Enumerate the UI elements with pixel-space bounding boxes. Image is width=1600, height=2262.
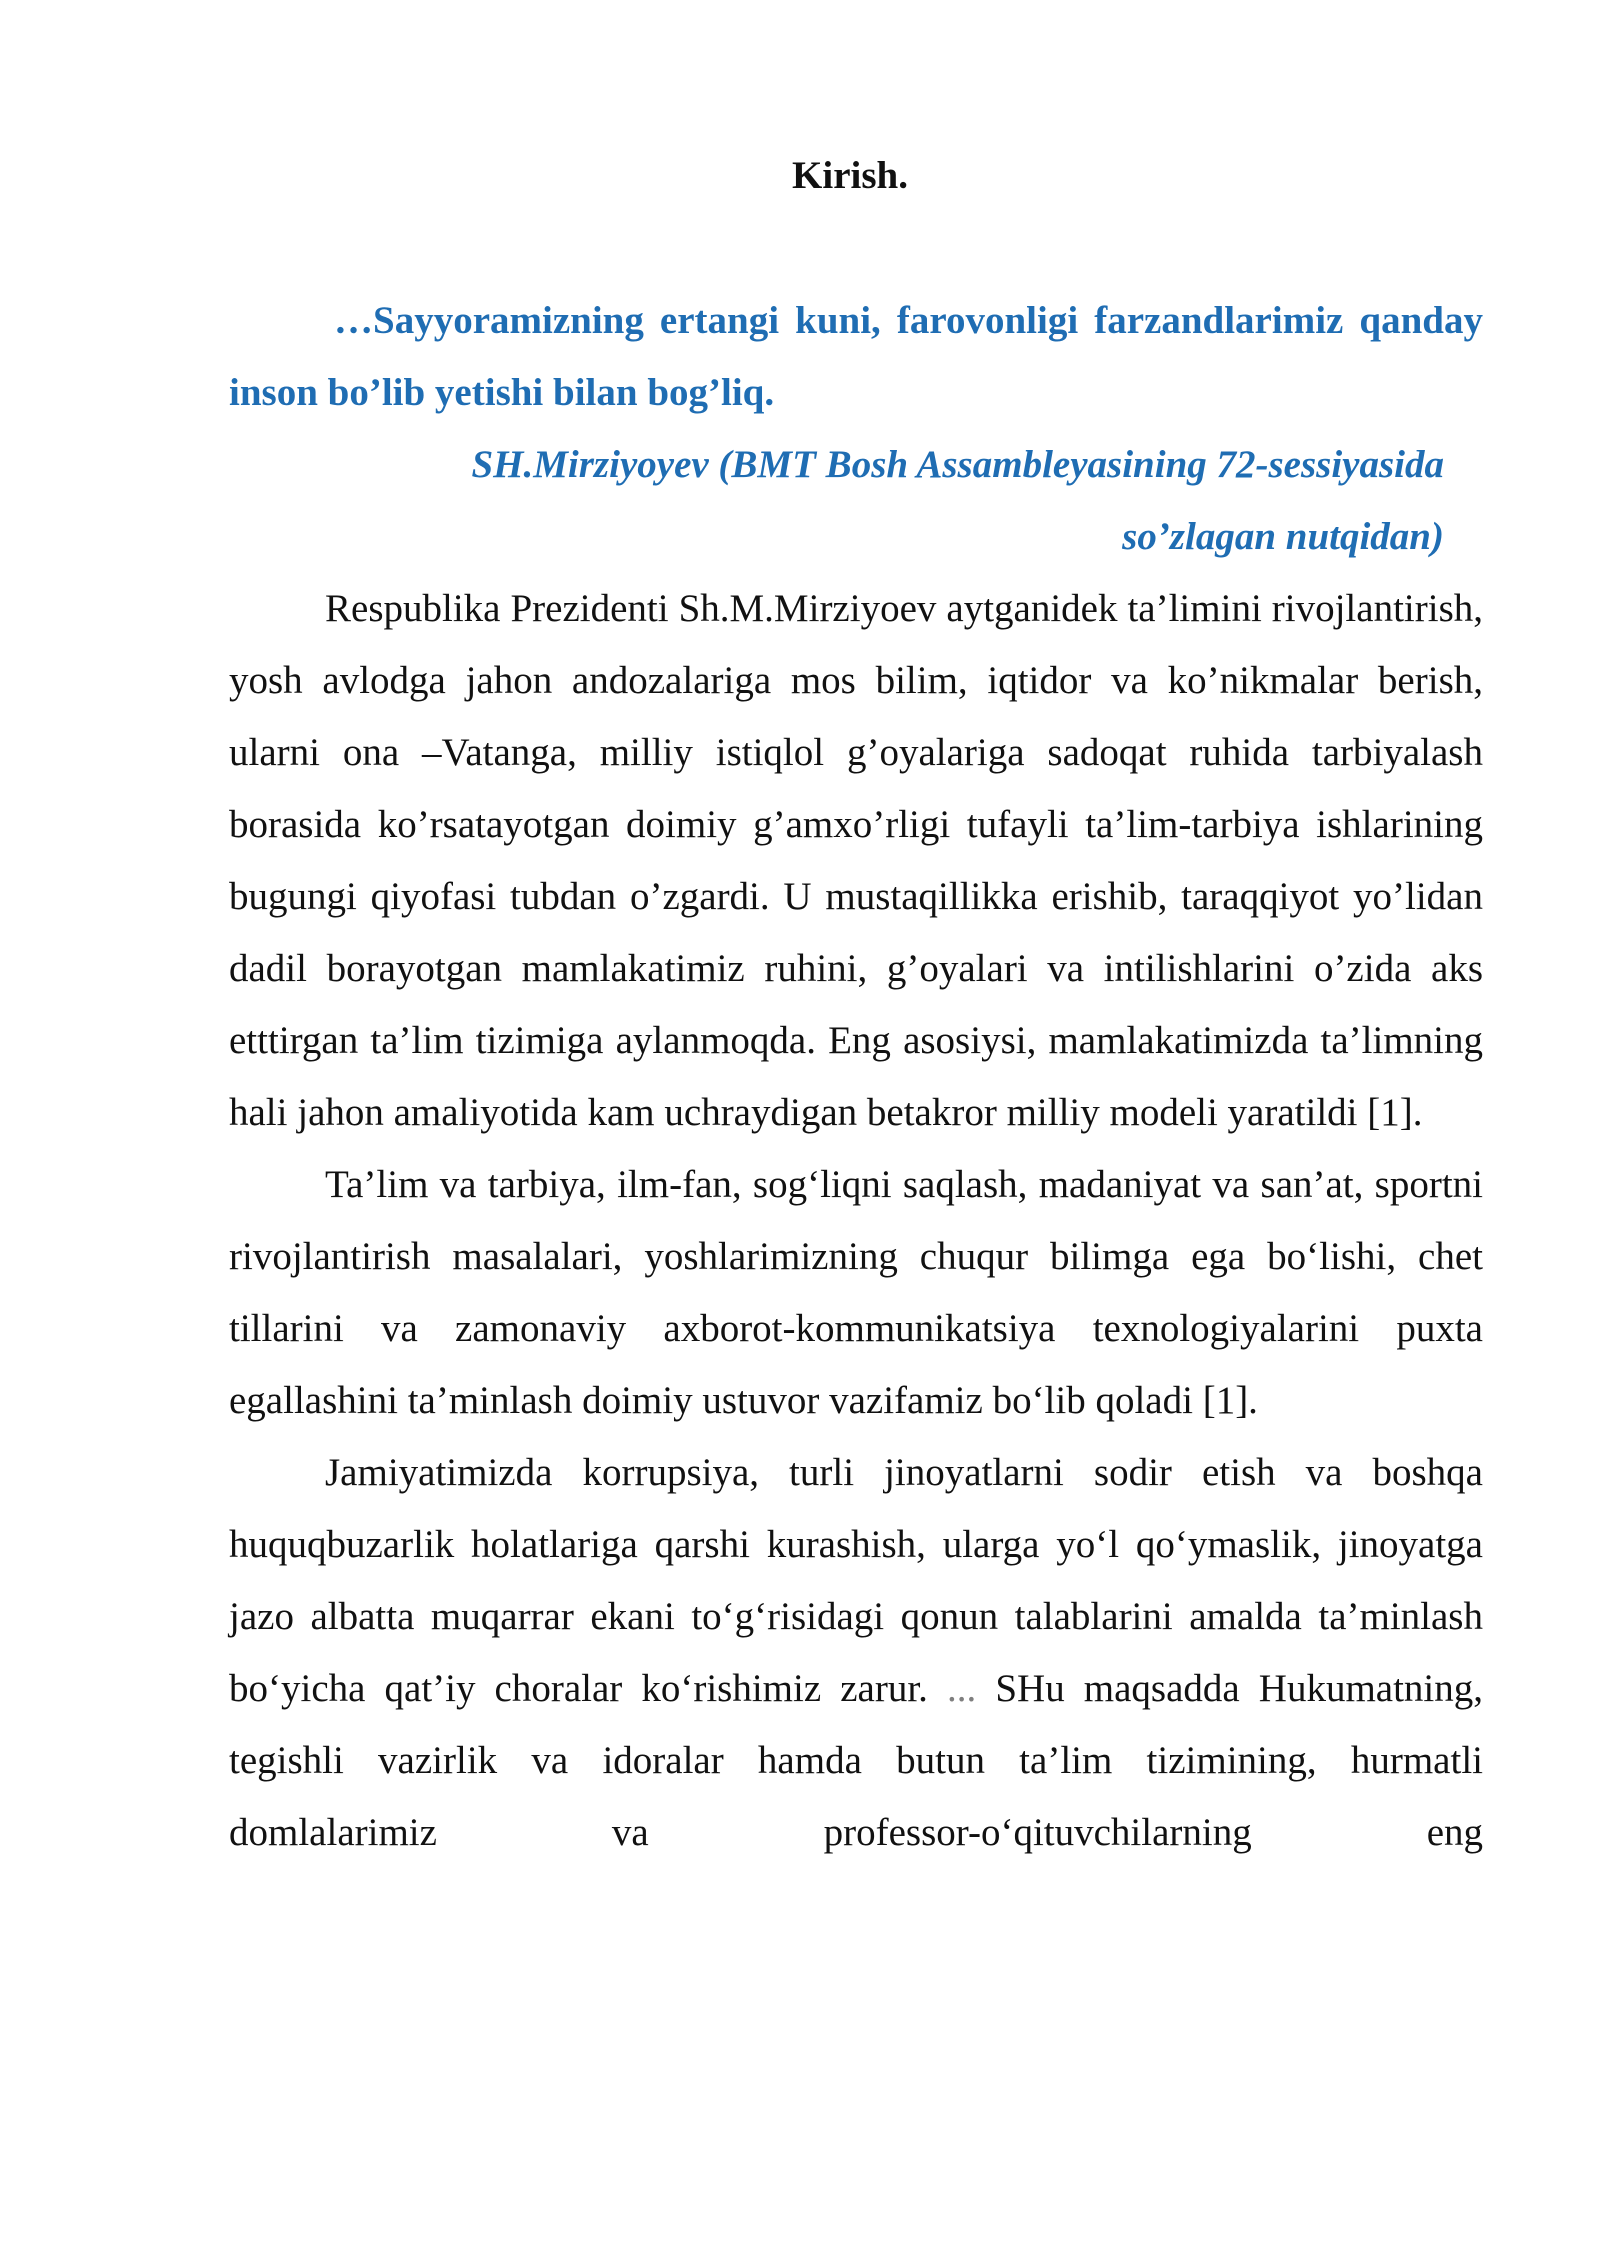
ellipsis: ... — [947, 1667, 977, 1710]
paragraph-2: Ta’lim va tarbiya, ilm-fan, sog‘liqni saqlash, madaniyat va san’at, sportni rivojlantirish masalalari, yoshlarimizning chuqur bilimga ega bo‘lishi, chet tillarini va zamonaviy axborot-kommunikatsiya texnologiyalarini puxta egallashini ta’minlash doimiy ustuvor vazifamiz bo‘lib qoladi [1]. — [229, 1163, 1483, 1422]
paragraph-3 — [229, 1437, 1483, 1869]
epigraph-author — [229, 429, 1444, 573]
epigraph-author-line-2: so’zlagan nutqidan) — [1122, 515, 1444, 558]
page-title: Kirish. — [792, 154, 908, 197]
epigraph-author-line-1: SH.Mirziyoyev (BMT Bosh Assambleyasining 72-sessiyasida — [471, 443, 1444, 486]
body-text — [229, 573, 1483, 1869]
epigraph-quote: …Sayyoramizning ertangi kuni, farovonligi farzandlarimiz qanday inson bo’lib yetishi bilan bog’liq. — [229, 299, 1483, 414]
paragraph-1: Respublika Prezidenti Sh.M.Mirziyoev aytganidek ta’limini rivojlantirish, yosh avlodga jahon andozalariga mos bilim, iqtidor va ko’nikmalar berish, ularni ona –Vatanga, milliy istiqlol g’oyalariga sadoqat ruhida tarbiyalash borasida ko’rsatayotgan doimiy g’amxo’rligi tufayli ta’lim-tarbiya ishlarining bugungi qiyofasi tubdan o’zgardi. U mustaqillikka erishib, taraqqiyot yo’lidan dadil borayotgan mamlakatimiz ruhini, g’oyalari va intilishlarini o’zida aks etttirgan ta’lim tizimiga aylanmoqda. Eng asosiysi, mamlakatimizda ta’limning hali jahon amaliyotida kam uchraydigan betakror milliy modeli yaratildi [1]. — [229, 587, 1483, 1134]
paragraph-3-part-2: SHu maqsadda Hukumatning, tegishli vazirlik va idoralar hamda butun ta’lim tizimining, hurmatli domlalarimiz va professor-o‘qituvchilarning eng — [229, 1667, 1484, 1854]
paragraph-3-part-1: Jamiyatimizda korrupsiya, turli jinoyatlarni sodir etish va boshqa huquqbuzarlik holatlariga qarshi kurashish, ularga yo‘l qo‘ymaslik, jinoyatga jazo albatta muqarrar ekani to‘g‘risidagi qonun talablarini amalda ta’minlash bo‘yicha qat’iy choralar ko‘rishimiz zarur. — [229, 1451, 1483, 1710]
